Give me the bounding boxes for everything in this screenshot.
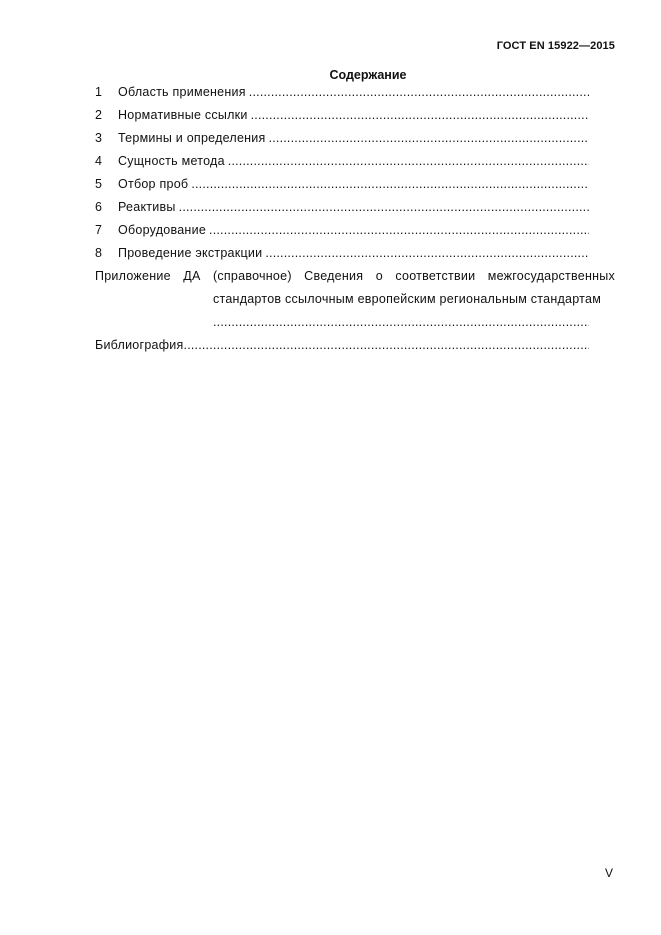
toc-item-label: Термины и определения (118, 131, 266, 145)
table-of-contents (95, 84, 615, 360)
toc-item-number: 5 (95, 177, 103, 191)
annex-title-line-1: Приложение ДА (справочное) Сведения о соответствии межгосударственных (95, 269, 615, 283)
toc-title: Содержание (329, 68, 407, 82)
toc-item-label: Нормативные ссылки (118, 108, 248, 122)
toc-item[interactable] (95, 130, 589, 153)
toc-item[interactable] (95, 199, 589, 222)
annex-dot-row (95, 314, 589, 337)
toc-item[interactable] (95, 153, 589, 176)
toc-item-number: 6 (95, 200, 103, 214)
toc-item-number: 3 (95, 131, 103, 145)
toc-item[interactable] (95, 245, 589, 268)
toc-item-number: 4 (95, 154, 103, 168)
toc-item[interactable] (95, 222, 589, 245)
toc-item[interactable] (95, 107, 589, 130)
toc-item[interactable] (95, 84, 589, 107)
dot-leader (249, 84, 589, 100)
dot-leader (213, 314, 589, 337)
toc-item-label: Проведение экстракции (118, 246, 263, 260)
dot-leader (209, 222, 589, 238)
document-header: ГОСТ EN 15922—2015 (496, 40, 615, 52)
toc-item-number: 8 (95, 246, 103, 260)
toc-annex-item[interactable] (95, 268, 615, 337)
page-number: V (604, 866, 613, 880)
annex-title-line-2: стандартов ссылочным европейским региональным стандартам (213, 292, 602, 306)
toc-item-label: Область применения (118, 85, 246, 99)
dot-leader (179, 199, 589, 215)
dot-leader (228, 153, 589, 169)
toc-item-label: Реактивы (118, 200, 176, 214)
toc-item[interactable] (95, 176, 589, 199)
dot-leader (191, 176, 589, 192)
toc-item-number: 1 (95, 85, 103, 99)
toc-item-number: 2 (95, 108, 103, 122)
toc-item-label: Оборудование (118, 223, 207, 237)
toc-item-label: Отбор проб (118, 177, 189, 191)
dot-leader (265, 245, 589, 261)
dot-leader (269, 130, 589, 146)
toc-item-label: Сущность метода (118, 154, 225, 168)
toc-item-number: 7 (95, 223, 103, 237)
toc-bibliography-item[interactable] (95, 337, 589, 360)
toc-item-label: Библиография (95, 338, 184, 352)
dot-leader (184, 337, 589, 353)
dot-leader (251, 107, 589, 123)
